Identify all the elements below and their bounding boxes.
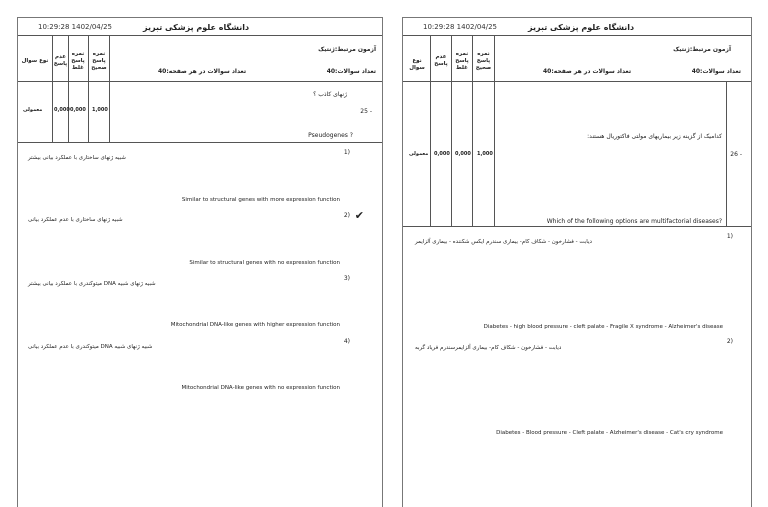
divider [18,142,382,143]
col-header-type: نوع سوال [21,58,49,64]
option-text-en: Diabetes - high blood pressure - cleft palate - Fragile X syndrome - Alzheimer's disease [483,324,723,330]
question-number: 25 - [360,108,372,115]
divider [18,81,382,82]
col-header-correct: نمره پاسخ صحیح [91,51,107,71]
blank-score: 0,000 [434,151,450,157]
divider [403,81,751,82]
divider [494,35,495,226]
option-text-en: Mitochondrial DNA-like genes with higher expression function [170,322,340,328]
exam-subject: آزمون مرتبط:ژنتیک [318,46,376,53]
option-text-en: Diabetes - Blood pressure - Cleft palate - Alzheimer's disease - Cat's cry syndrome [496,430,723,436]
option-text-fa: شبیه ژنهای ساختاری با عدم عملکرد بیانی [28,217,123,223]
col-header-wrong: نمره پاسخ غلط [71,51,85,71]
questions-per-page: تعداد سوالات در هر صفحه:40 [543,68,632,75]
total-questions: تعداد سوالات:40 [691,68,741,75]
wrong-score: 0,000 [70,107,86,113]
wrong-score: 0,000 [455,151,471,157]
question-text-en: Pseudogenes ? [308,132,353,139]
option-text-fa: شبیه ژنهای ساختاری با عملکرد بیانی بیشتر [28,155,126,161]
total-questions: تعداد سوالات:40 [326,68,376,75]
timestamp: 10:29:28 1402/04/25 [38,23,113,31]
question-number: 26 - [730,151,742,158]
divider [52,35,53,142]
exam-page-right [402,17,752,507]
blank-score: 0,000 [54,107,70,113]
option-text-fa: دیابت - فشارخون - شکاف کام- بیماری آلزایمرسندرم فریاد گربه [415,345,562,351]
option-number: 2) [343,212,350,219]
option-text-fa: دیابت - فشارخون - شکاف کام- بیماری سندرم ایکس شکننده - بیماری آلزایمر [415,239,592,245]
option-number: 1) [726,233,733,240]
divider [109,35,110,142]
question-type: معمولی [409,151,429,157]
divider [726,81,727,226]
check-icon: ✔ [354,209,364,222]
col-header-blank: عدم پاسخ [434,54,448,67]
correct-score: 1,000 [92,107,108,113]
option-number: 1) [343,149,350,156]
question-text-en: Which of the following options are multifactorial diseases? [546,218,722,225]
exam-subject: آزمون مرتبط:ژنتیک [673,46,731,53]
option-text-en: Mitochondrial DNA-like genes with no expression function [181,385,340,391]
timestamp: 10:29:28 1402/04/25 [423,23,498,31]
question-text-fa: کدامیک از گزینه زیر بیماریهای مولتی فاکتوریال هستند: [587,133,722,140]
option-number: 4) [343,338,350,345]
col-header-wrong: نمره پاسخ غلط [455,51,469,71]
divider [403,226,751,227]
divider [18,35,382,36]
questions-per-page: تعداد سوالات در هر صفحه:40 [158,68,247,75]
exam-page-left [17,17,383,507]
correct-score: 1,000 [477,151,493,157]
question-type: معمولی [23,107,43,113]
option-text-fa: شبیه ژنهای شبیه DNA میتوکندری با عملکرد بیانی بیشتر [28,281,156,287]
option-text-fa: شبیه ژنهای شبیه DNA میتوکندری با عدم عملکرد بیانی [28,344,153,350]
option-number: 2) [726,338,733,345]
col-header-correct: نمره پاسخ صحیح [475,51,492,71]
university-title: دانشگاه علوم پزشکی تبریز [528,23,635,32]
question-text-fa: ژنهای کاذب ؟ [313,91,347,98]
option-number: 3) [343,275,350,282]
option-text-en: Similar to structural genes with no expression function [189,260,340,266]
col-header-type: نوع سوال [409,58,425,71]
option-text-en: Similar to structural genes with more expression function [181,197,340,203]
divider [403,35,751,36]
col-header-blank: عدم پاسخ [53,54,68,67]
university-title: دانشگاه علوم پزشکی تبریز [143,23,250,32]
